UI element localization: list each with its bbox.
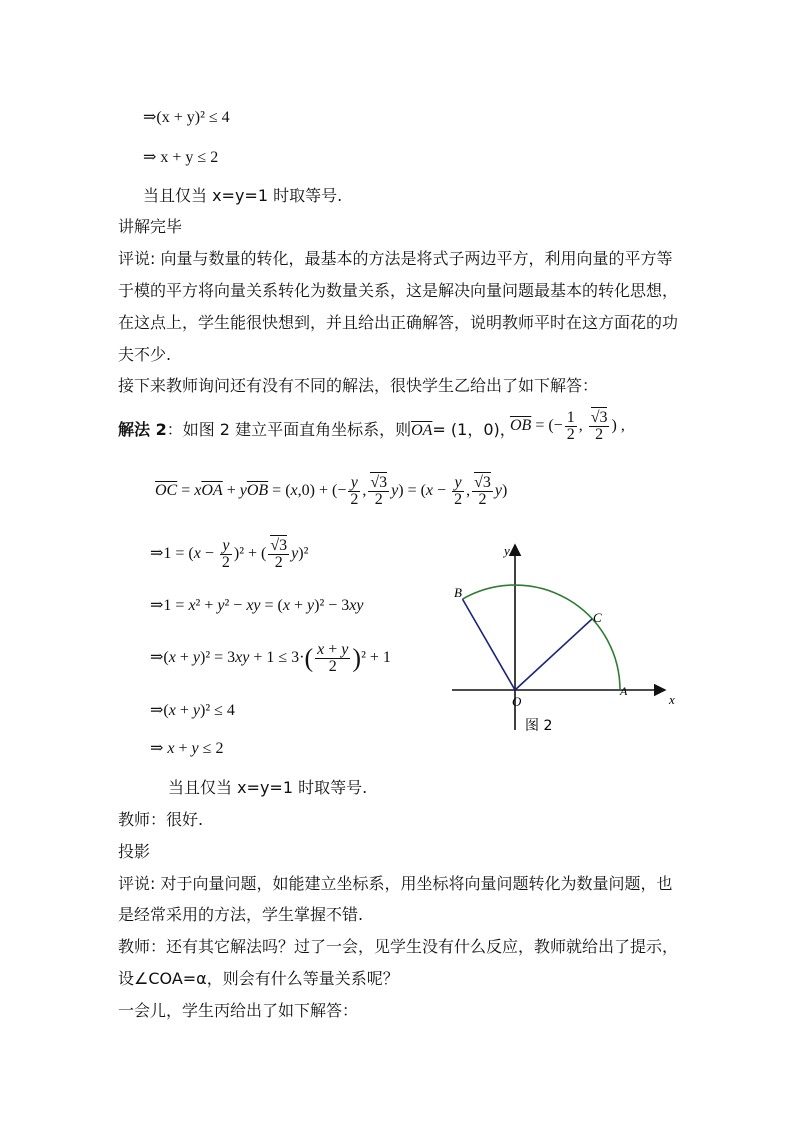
solution-2-line <box>118 422 516 439</box>
comment-line-2: 于模的平方将向量关系转化为数量关系，这是解决向量问题最基本的转化思想， <box>118 281 679 300</box>
equation-modulus: ⇒1 = (x − $\frac{y}{2}$ )² + ( $\frac{√3}{2}$ y)² <box>150 537 309 571</box>
figure-caption: 图 2 <box>525 718 553 734</box>
equation-sum-bound: ⇒ x + y ≤ 2 <box>150 740 224 757</box>
equation-expand: ⇒1 = x² + y² − xy = (x + y)² − 3xy <box>150 597 364 614</box>
label-y: y <box>504 543 510 558</box>
comment2-line-2: 是经常采用的方法，学生掌握不错. <box>118 905 364 924</box>
label-o: O <box>512 694 522 709</box>
comment-line-1: 评说: 向量与数量的转化，最基本的方法是将式子两边平方，利用向量的平方等 <box>118 249 673 268</box>
teacher-good: 教师：很好. <box>118 810 204 829</box>
equation-line-2: ⇒ x + y ≤ 2 <box>143 149 219 166</box>
equation-square-bound: ⇒(x + y)² ≤ 4 <box>150 702 235 719</box>
equality-condition-2: 当且仅当 x=y=1 时取等号. <box>168 778 368 797</box>
vector-oa: $\overline{OA}$ <box>411 422 433 439</box>
student-c-line: 一会儿，学生丙给出了如下解答： <box>118 1001 359 1020</box>
segment-ob <box>463 599 516 690</box>
solution-2-text: ：如图 2 建立平面直角坐标系，则 <box>166 420 412 439</box>
figure-2-diagram <box>440 535 690 750</box>
equation-inequality: ⇒(x + y)² = 3xy + 1 ≤ 3·( $\frac{x + y}{2}$ )² + 1 <box>150 641 391 675</box>
equation-oc: $\overline{OC} = x\overline{OA} + y\overline{OB} = (x,0)$ + (− $\frac{y}{2}$ , $\frac{√3}{2}$ y) = (x − $\frac{y}{2}$ , $\frac{√3}{2}$ y) <box>155 474 508 508</box>
projection-label: 投影 <box>118 842 151 861</box>
teacher-question-2: 设∠COA=α，则会有什么等量关系呢？ <box>118 969 399 988</box>
transition-line: 接下来教师询问还有没有不同的解法，很快学生乙给出了如下解答： <box>118 376 599 395</box>
comment-line-4: 夫不少. <box>118 345 172 364</box>
label-c: C <box>593 610 602 625</box>
vector-ob-value: $\overline{OB}$ = (− $\frac{1}{2}$ , $\frac{√3}{2}$ ) , <box>510 409 625 443</box>
explanation-end: 讲解完毕 <box>118 217 183 236</box>
label-a: A <box>620 684 628 698</box>
segment-oc <box>515 619 592 690</box>
label-b: B <box>454 585 462 600</box>
unit-arc <box>463 585 621 690</box>
equation-line-1: ⇒(x + y)² ≤ 4 <box>143 109 230 126</box>
equality-condition-1: 当且仅当 x=y=1 时取等号. <box>143 186 343 205</box>
vector-oa-value: = (1，0)， <box>432 420 516 439</box>
comment-line-3: 在这点上，学生能很快想到，并且给出正确解答，说明教师平时在这方面花的功 <box>118 313 679 332</box>
label-x: x <box>669 692 675 707</box>
solution-2-label: 解法 2 <box>118 420 167 439</box>
comment2-line-1: 评说: 对于向量问题，如能建立坐标系，用坐标将向量问题转化为数量问题，也 <box>118 874 673 893</box>
teacher-question-1: 教师：还有其它解法吗？过了一会，见学生没有什么反应，教师就给出了提示， <box>118 937 679 956</box>
